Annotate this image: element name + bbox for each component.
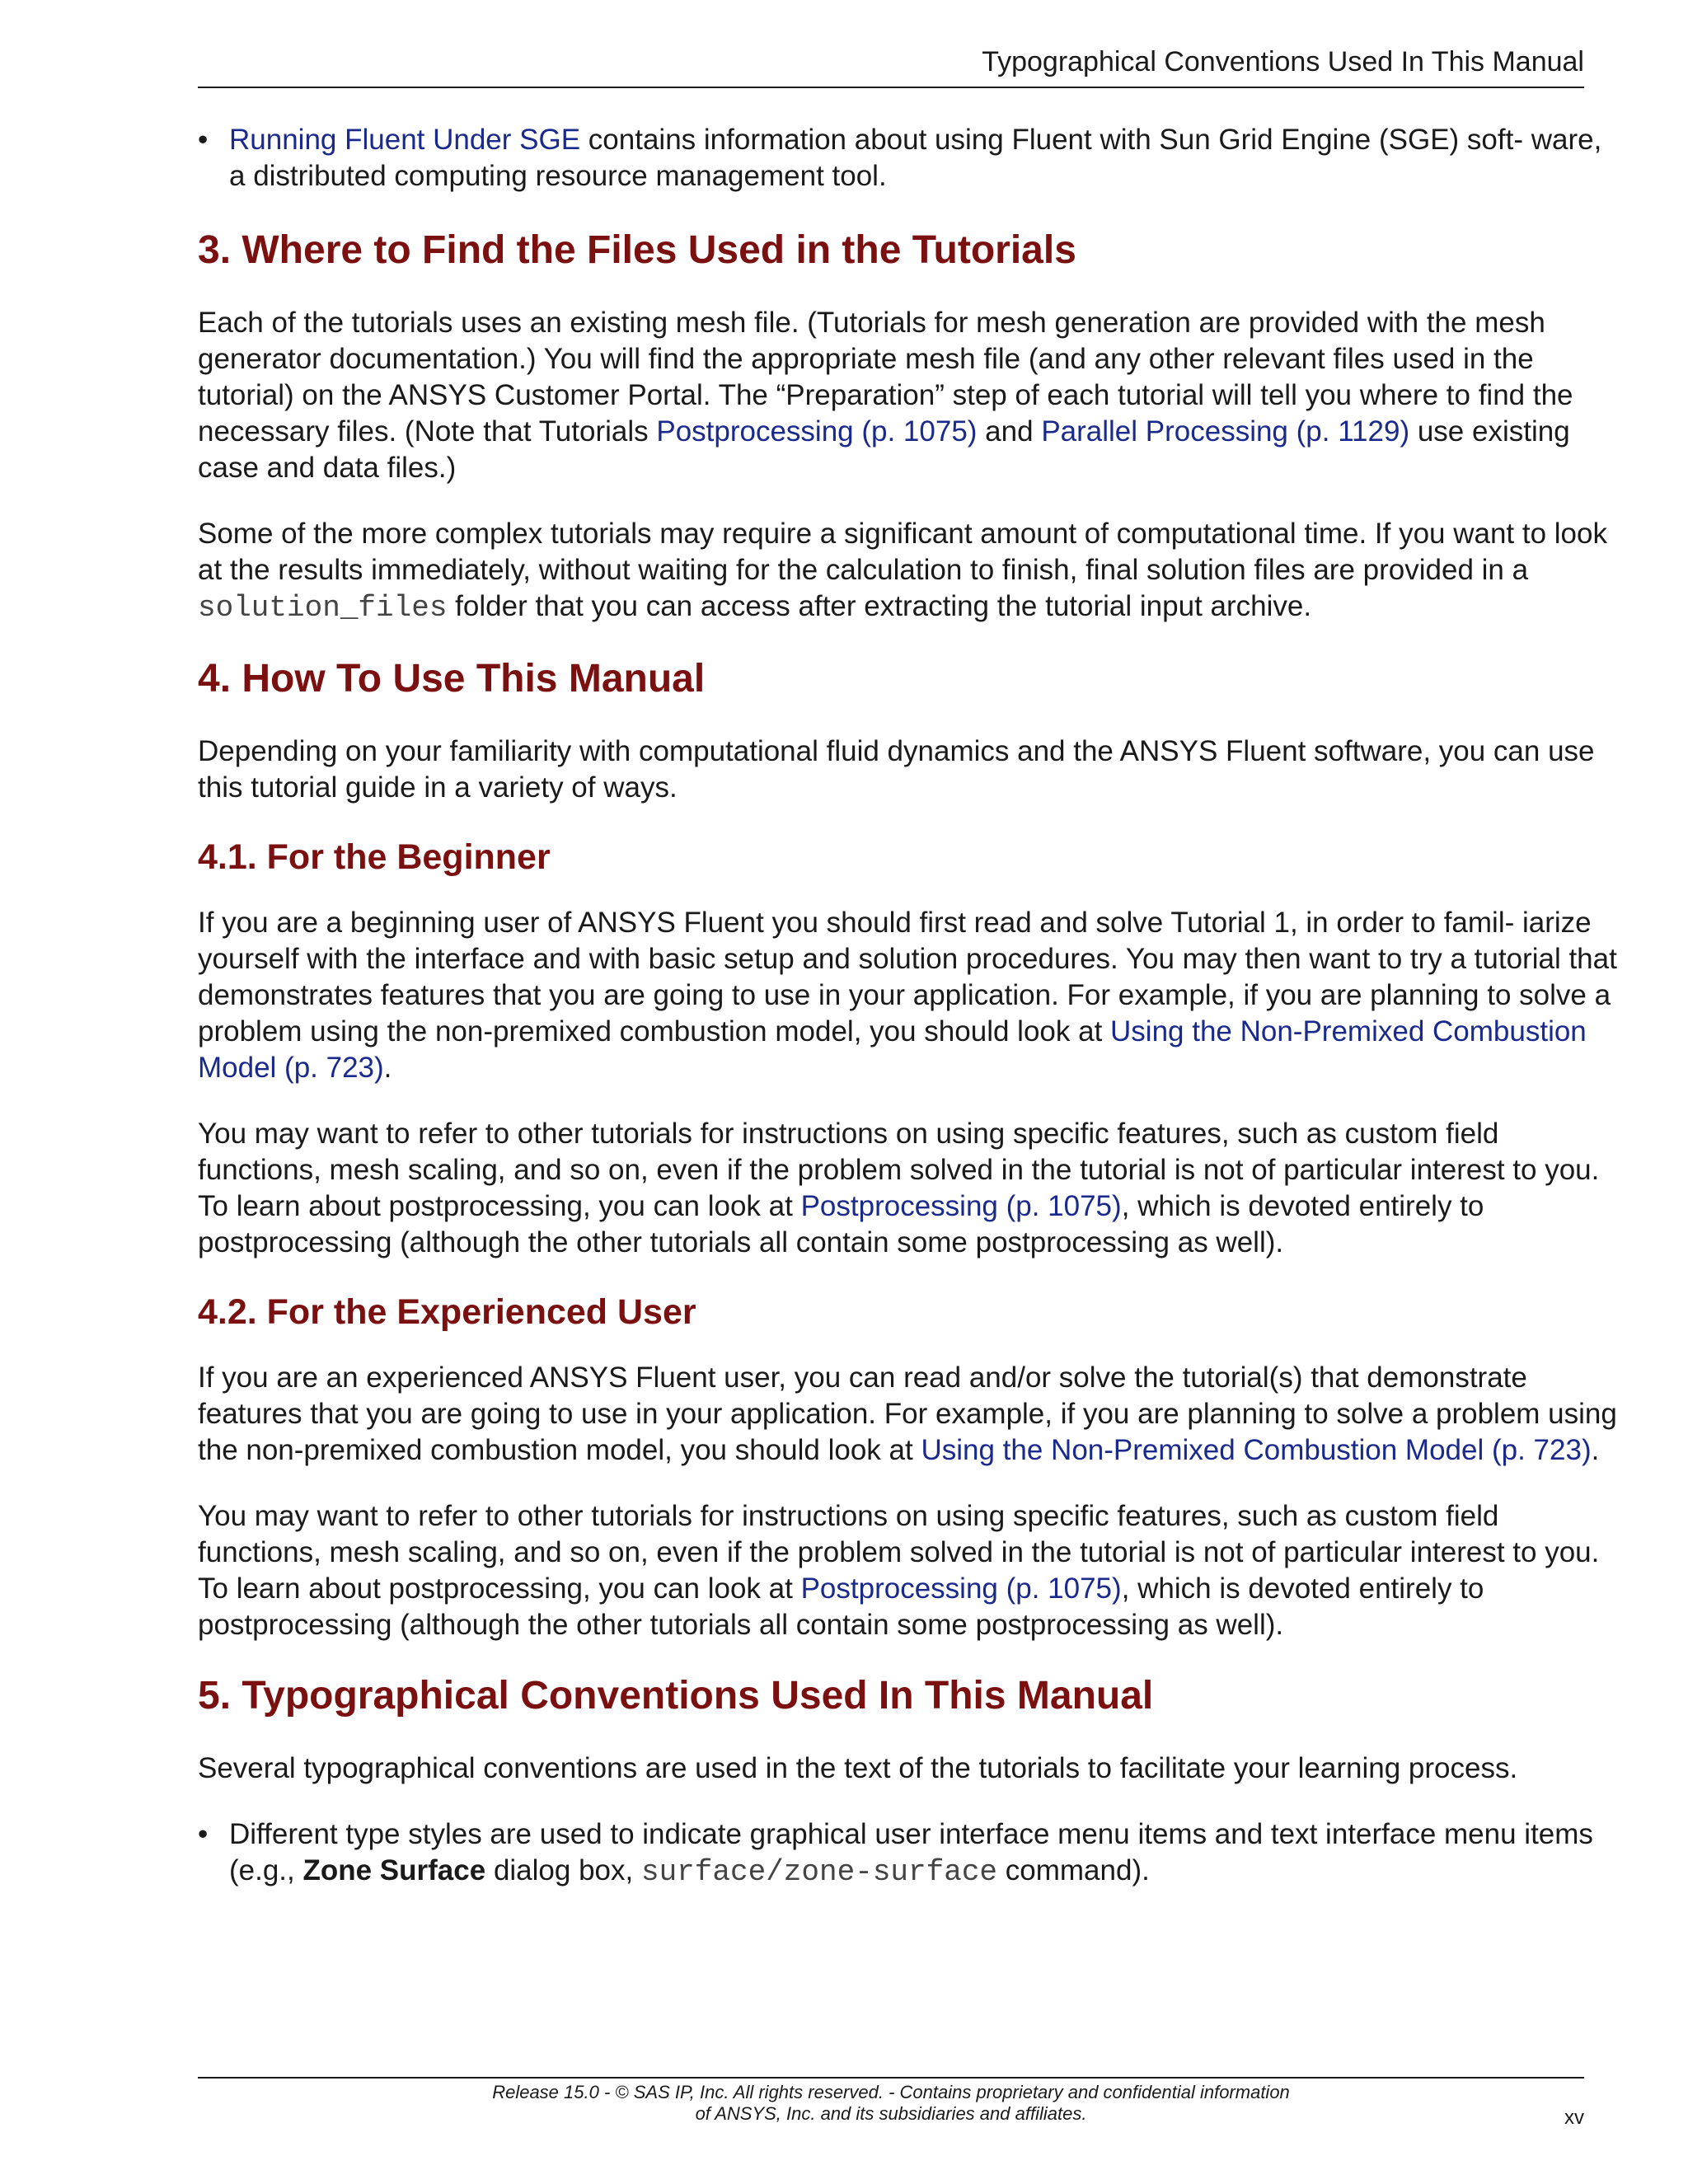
- text-run: Each of the tutorials uses an existing mesh file. (Tutorials for mesh generation are provided with the mesh generator documentation.) You will find the appropriate mesh file (and any other relevant files used in the tutorial) on the ANSYS Customer Portal. The “Preparation” step of each tutorial will tell you where to find the necessary files. (Note that Tutorials: [198, 307, 1573, 448]
- intro-bullet-item: [198, 122, 1624, 194]
- footer-line-2: of ANSYS, Inc. and its subsidiaries and affiliates.: [695, 2103, 1087, 2124]
- section-3-heading: 3. Where to Find the Files Used in the Tutorials: [198, 228, 1076, 272]
- section-4-1-heading: 4.1. For the Beginner: [198, 837, 551, 877]
- page-number: xv: [1564, 2107, 1584, 2129]
- code-surface-command: surface/zone-surface: [640, 1855, 998, 1889]
- section-5-heading: 5. Typographical Conventions Used In This Manual: [198, 1674, 1154, 1718]
- intro-bullet-text: contains information about using Fluent with Sun Grid Engine (SGE) soft- ware, a distributed computing resource management tool.: [229, 124, 1602, 192]
- link-non-premixed-combustion[interactable]: Using the Non-Premixed Combustion Model (p. 723): [198, 1015, 1587, 1084]
- text-run: If you are a beginning user of ANSYS Fluent you should first read and solve Tutorial 1, in order to famil- iarize yourself with the interface and with basic setup and solution procedures. You may then want to try a tutorial that demonstrates features that you are going to use in your application. For example, if you are planning to solve a problem using the non-premixed combustion model, you should look at: [198, 907, 1617, 1047]
- page-content: [198, 122, 1624, 1924]
- section-4-1-paragraph-1: [198, 905, 1624, 1086]
- section-4-heading: 4. How To Use This Manual: [198, 657, 706, 701]
- text-run: command).: [997, 1854, 1150, 1886]
- text-run: and: [977, 415, 1042, 448]
- bullet-marker: •: [198, 124, 209, 156]
- page-footer: [198, 2077, 1584, 2129]
- text-run: , which is devoted entirely to postprocessing (although the other tutorials all contain some postprocessing as well).: [198, 1572, 1484, 1641]
- text-run: .: [383, 1052, 392, 1084]
- text-run: You may want to refer to other tutorials for instructions on using specific features, such as custom field functions, mesh scaling, and so on, even if the problem solved in the tutorial is not of particular interest to you. To learn about postprocessing, you can look at: [198, 1500, 1600, 1605]
- bold-zone-surface: Zone Surface: [302, 1854, 486, 1886]
- text-run: folder that you can access after extracting the tutorial input archive.: [447, 590, 1312, 622]
- text-run: Different type styles are used to indicate graphical user interface menu items and text interface menu items (e.g.,: [229, 1818, 1593, 1886]
- link-parallel-processing[interactable]: Parallel Processing (p. 1129): [1041, 415, 1410, 448]
- text-run: , which is devoted entirely to postprocessing (although the other tutorials all contain some postprocessing as well).: [198, 1190, 1484, 1258]
- link-non-premixed-combustion[interactable]: Using the Non-Premixed Combustion Model (p. 723): [921, 1434, 1592, 1466]
- footer-copyright: [298, 2082, 1484, 2125]
- section-4-1-paragraph-2: [198, 1116, 1624, 1261]
- section-5-paragraph-1: Several typographical conventions are used in the text of the tutorials to facilitate your learning process.: [198, 1752, 1518, 1784]
- link-postprocessing[interactable]: Postprocessing (p. 1075): [800, 1190, 1122, 1222]
- section-4-2-heading: 4.2. For the Experienced User: [198, 1292, 696, 1332]
- link-running-fluent-under-sge[interactable]: Running Fluent Under SGE: [229, 124, 581, 156]
- text-run: dialog box,: [485, 1854, 641, 1886]
- text-run: You may want to refer to other tutorials for instructions on using specific features, such as custom field functions, mesh scaling, and so on, even if the problem solved in the tutorial is not of particular interest to you. To learn about postprocessing, you can look at: [198, 1118, 1600, 1222]
- link-postprocessing[interactable]: Postprocessing (p. 1075): [800, 1572, 1122, 1605]
- footer-line-1: Release 15.0 - © SAS IP, Inc. All rights reserved. - Contains proprietary and confidential information: [492, 2082, 1290, 2102]
- running-header: Typographical Conventions Used In This Manual: [198, 46, 1584, 88]
- code-solution-files: solution_files: [198, 591, 448, 625]
- section-4-2-paragraph-1: [198, 1360, 1624, 1469]
- text-run: .: [1591, 1434, 1600, 1466]
- text-run: Some of the more complex tutorials may require a significant amount of computational time. If you want to look at the results immediately, without waiting for the calculation to finish, final solution files are provided in a: [198, 518, 1607, 586]
- section-3-paragraph-2: [198, 516, 1624, 626]
- section-4-2-paragraph-2: [198, 1498, 1624, 1643]
- section-5-bullet-item: [198, 1816, 1624, 1891]
- section-3-paragraph-1: [198, 305, 1624, 486]
- bullet-marker: •: [198, 1818, 209, 1850]
- text-run: use existing case and data files.): [198, 415, 1570, 484]
- section-4-paragraph-1: Depending on your familiarity with computational fluid dynamics and the ANSYS Fluent software, you can use this tutorial guide in a variety of ways.: [198, 735, 1595, 804]
- link-postprocessing[interactable]: Postprocessing (p. 1075): [656, 415, 978, 448]
- text-run: If you are an experienced ANSYS Fluent user, you can read and/or solve the tutorial(s) that demonstrate features that you are going to use in your application. For example, if you are planning to solve a problem using the non-premixed combustion model, you should look at: [198, 1361, 1617, 1466]
